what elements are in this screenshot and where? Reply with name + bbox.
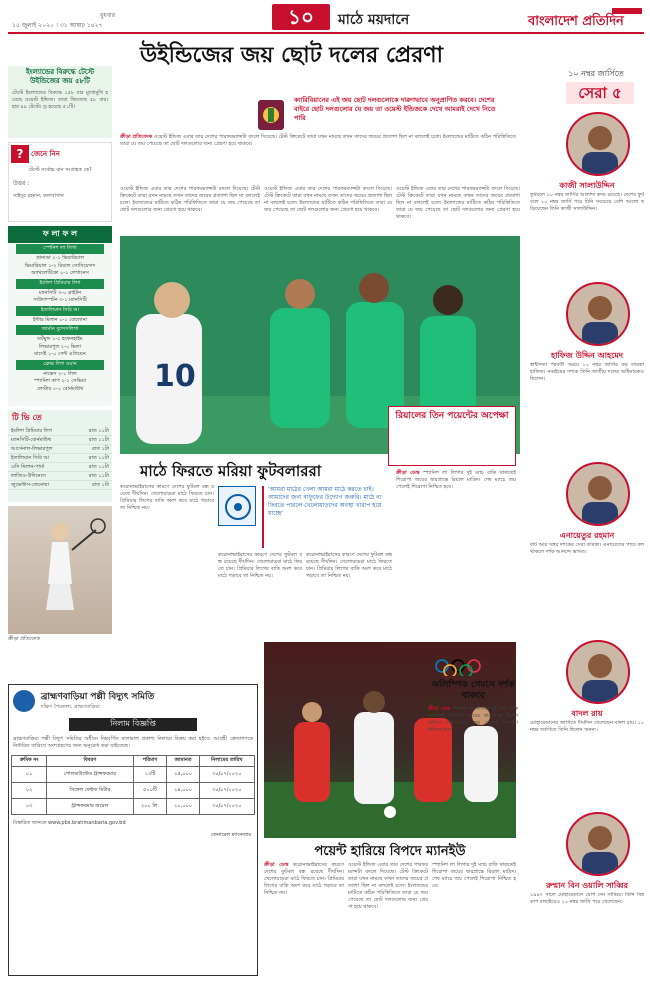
top-quote: ক্যারিবিয়ানের এই জয় ছোট দলগুলোকে দারুণভাবে অনুপ্রাণিত করবে। দেশের বাইরে ছোট দলগুলোর যে জয় তা ওয়েস্ট ইন্ডিজকে দেখে আমরাই দেখে নিতে পারি: [294, 96, 496, 122]
notice-header-cell: নিলামের তারিখ: [200, 756, 255, 767]
result-item: অ্যাথলেটিকো ০-১ লেগানেস: [31, 270, 89, 276]
result-item: ম্যানসিটি ৩-০ ব্রাইটন: [38, 289, 82, 296]
top-byline: ক্রীড়া প্রতিবেদক: [120, 134, 153, 140]
tv-name: জুভেন্টাস-জেনোয়া: [11, 482, 50, 488]
notice-org-sub: দক্ষিণ পৈরতলা, ব্রাহ্মণবাড়িয়া: [41, 704, 100, 710]
test-record-box: [8, 66, 112, 138]
second-body-3: করোনাভাইরাসের কারণে দেশের ফুটবল বন্ধ রয়েছে দীর্ঘদিন। খেলোয়াড়রা মাঠে ফিরতে চান। প্রিমিয়ার লিগের বাকি অংশ কবে মাঠে গড়াবে তা নিশ্চিত নয়।: [306, 552, 392, 579]
notice-cell: ০১: [12, 767, 46, 783]
profile-name: বাদল রায়: [571, 709, 603, 718]
notice-cell: ৩০/০৭/২০২০: [200, 799, 255, 815]
bottom-body-1: করোনাভাইরাসের কারণে দেশের ফুটবল বন্ধ রয়েছে দীর্ঘদিন। খেলোয়াড়রা মাঠে ফিরতে চান। প্রিমিয়ার লিগের বাকি অংশ কবে মাঠে গড়াবে তা নিশ্চিত নয়।: [264, 862, 344, 896]
profile-text: ফুটবলে ১০ নম্বর জার্সির আলাদা কদর রয়েছে। দেশের ফুটবলে ১০ নম্বর জার্সি পরে যিনি সবচেয়ে বেশি আলো ছড়িয়েছেন তিনি কাজী সালাউদ্দিন।: [530, 192, 644, 212]
second-body-col-1: [120, 484, 214, 634]
profile-name: এনায়েতুর রহমান: [559, 531, 615, 540]
tv-row: [8, 481, 112, 490]
notice-table: [11, 755, 254, 815]
tv-name: ইতালিয়ান সিরি আ: [11, 455, 50, 461]
notice-cell: ১৪,০০০: [167, 783, 200, 799]
tv-row: [8, 472, 112, 481]
notice-footer: বিস্তারিত জানতে www.pbs.brahmanbaria.gov.bd: [13, 820, 126, 826]
bff-logo-icon: [218, 486, 256, 526]
quiz-note: সাইদুর রহমান, কলাবাগান: [13, 193, 64, 199]
quiz-label: জেনে নিন: [31, 150, 60, 158]
bottom-headline: পয়েন্ট হারিয়ে বিপদে ম্যানইউ: [314, 844, 466, 859]
olympic-byline: ক্রীড়া ডেস্ক: [428, 706, 450, 712]
profile-name: কাজী সালাউদ্দিন: [559, 181, 615, 190]
second-body-col-3: [306, 552, 392, 636]
profile-photo: [566, 462, 630, 526]
profile-photo: [566, 282, 630, 346]
results-head: ফ লা ফ ল: [8, 226, 112, 243]
tv-row: [8, 445, 112, 454]
bottom-body-col-1: [264, 862, 344, 974]
notice-header-cell: জামানত: [167, 756, 200, 767]
quiz-box: [8, 142, 112, 222]
second-body-col-2: [218, 552, 302, 636]
top-headline: উইন্ডিজের জয় ছোট দলের প্রেরণা: [140, 43, 443, 68]
second-body-2: করোনাভাইরাসের কারণে দেশের ফুটবল বন্ধ রয়েছে দীর্ঘদিন। খেলোয়াড়রা মাঠে ফিরতে চান। প্রিমিয়ার লিগের বাকি অংশ কবে মাঠে গড়াবে তা নিশ্চিত নয়।: [218, 552, 302, 579]
notice-table-head: [12, 756, 254, 767]
notice-cell: ৩০/০৭/২০২০: [200, 783, 255, 799]
auction-notice: [8, 684, 258, 976]
tv-name: আর্সেনাল-লিভারপুল: [11, 446, 53, 452]
bottom-byline: ক্রীড়া ডেস্ক: [264, 862, 289, 868]
feature-caption-title: রিয়ালের তিন পয়েন্টের অপেক্ষা: [395, 411, 509, 421]
tennis-caption-text: ক্রীড়া প্রতিবেদক: [8, 636, 41, 642]
question-icon: ?: [11, 145, 29, 163]
notice-cell: ২০০ লি.: [133, 799, 166, 815]
tv-time: রাত ১১টা: [88, 455, 109, 461]
result-item: স্পেনিশ লা লিগা: [16, 244, 103, 254]
tv-name: ম্যানসিটি-বোর্নমাউথ: [11, 437, 51, 443]
notice-cell: ৩০/০৭/২০২০: [200, 767, 255, 783]
bottom-body-2: ওয়েস্ট ইন্ডিজ এবার তার দেশের পারফরম্যান্সটা বদলে দিয়েছে। টেস্ট ক্রিকেটে তারা যখন নামছে তখন তাদের জয়ের প্রত্যাশা ছিল না বললেই চলে। ইংল্যান্ডের মাটিতে কঠিন পরিস্থিতিতে তারা যে জয় পেয়েছে তা ছোট দলগুলোর জন্য প্রেরণা হয়ে থাকবে।: [348, 862, 428, 910]
notice-cell: ৫০০টি: [133, 783, 166, 799]
notice-signature: জেনারেল ম্যানেজার: [210, 832, 251, 838]
tv-row: [8, 463, 112, 472]
profile-name: হাফিজ উদ্দিন আহমেদ: [551, 351, 623, 360]
windies-logo-icon: [258, 100, 284, 130]
profile-name: রুম্মান বিন ওয়ালি সাব্বির: [546, 881, 628, 890]
result-item: ফ্রেঞ্চ লিগ ওয়ান: [16, 360, 103, 370]
olympic-body-box: [428, 706, 518, 836]
bottom-body-col-3: [432, 862, 516, 974]
quiz-answer-label: উত্তর :: [13, 180, 30, 187]
second-body-1: করোনাভাইরাসের কারণে দেশের ফুটবল বন্ধ রয়েছে দীর্ঘদিন। খেলোয়াড়রা মাঠে ফিরতে চান। প্রিমিয়ার লিগের বাকি অংশ কবে মাঠে গড়াবে তা নিশ্চিত নয়।: [120, 484, 214, 511]
logo-text: বাংলাদেশ প্রতিদিন: [528, 14, 624, 29]
tv-box: [8, 410, 112, 502]
notice-cell: ০২: [12, 783, 46, 799]
notice-cell: ১৫,০০০: [167, 767, 200, 783]
feature-body: স্প্যানিশ লা লিগার দুই ম্যাচ বাকি থাকতেই শিরোপা জয়ের দ্বারপ্রান্তে রিয়াল মাদ্রিদ। শেষ ম্যাচে জয় পেলেই শিরোপা নিশ্চিত হবে।: [396, 470, 517, 490]
test-record-title: ইংল্যান্ডের বিরুদ্ধে টেস্টে উইন্ডিজের জয় ৫৮টি: [25, 68, 95, 85]
bottom-body-col-2: [348, 862, 428, 974]
profile-text: ১৯৯৭ সালে মোহামেডানে যোগ দেন সাব্বির। তিনি বিশ্বকাপ বাছাইয়েও ১০ নম্বর জার্সি পরে খেলেছেন।: [530, 892, 644, 905]
notice-row: [12, 783, 254, 799]
second-headline: মাঠে ফিরতে মরিয়া ফুটবলাররা: [140, 462, 322, 480]
olympic-headline: অলিম্পিক গেমসে দর্শক থাকবে: [431, 680, 515, 701]
tv-time: রাত ১১টা: [88, 437, 109, 443]
feature-byline: ক্রীড়া ডেস্ক: [396, 470, 420, 476]
results-list: [8, 244, 112, 393]
olympic-rings-icon: [428, 658, 516, 676]
tv-list: [8, 427, 112, 490]
section-title: মাঠে ময়দানে: [338, 12, 410, 28]
result-item: জার্মান বুন্দেসলিগা: [16, 325, 103, 335]
result-item: লেস্টার ০-০ বোর্নমাউথ: [36, 385, 84, 392]
profile-text: মোহামেডানের জার্সিতে দীর্ঘদিন খেলেছেন বাদল রায়। ১০ নম্বর জার্সিতে তিনি ছিলেন অনন্য।: [530, 720, 644, 733]
profile-text: স্বাধীনতা পরবর্তী সময়ে ১০ নম্বর জার্সির বড় তারকা হাফিজ। নব্বইয়ের দশকে তিনি জাতীয় দলের অধিনায়কও ছিলেন।: [530, 362, 644, 382]
feature-body-box: [396, 470, 516, 640]
notice-org: ব্রাহ্মণবাড়িয়া পল্লী বিদ্যুৎ সমিতি: [41, 692, 155, 702]
feature-caption-box: [388, 406, 516, 466]
tennis-caption: [8, 636, 112, 643]
notice-title: নিলাম বিজ্ঞপ্তি: [69, 718, 197, 731]
profile-photo: [566, 640, 630, 704]
tv-name: ইংলিশ প্রিমিয়ার লিগ: [11, 428, 52, 434]
tv-row: [8, 427, 112, 436]
series-label: সেরা ৫: [566, 82, 634, 104]
profile-photo: [566, 112, 630, 176]
notice-row: [12, 767, 254, 783]
tv-time: রাত ১টা: [92, 482, 109, 488]
result-item: ইংলিশ প্রিমিয়ার লিগ: [16, 279, 103, 289]
test-record-text: টেস্টে ইংল্যান্ডের বিরুদ্ধে ১৫৮ বার মুখোমুখি হয়েছে ওয়েস্ট ইন্ডিজ। তারা জিতেছে ৫৮ বার। হার ৪৯ টেস্টে। ড্র হয়েছে ৫১টি।: [12, 90, 108, 110]
tv-name: এসি মিলান-পার্মা: [11, 464, 45, 470]
tv-time: রাত ১১টা: [88, 473, 109, 479]
tv-row: [8, 454, 112, 463]
result-item: সাউদাম্পটন ৩-১ ম্যানসিটি: [33, 297, 87, 303]
top-body-repeat-3: ওয়েস্ট ইন্ডিজ এবার তার দেশের পারফরম্যান্সটা বদলে দিয়েছে। টেস্ট ক্রিকেটে তারা যখন নামছে তখন তাদের জয়ের প্রত্যাশা ছিল না বললেই চলে। ইংল্যান্ডের মাটিতে কঠিন পরিস্থিতিতে তারা যে জয় পেয়েছে তা ছোট দলগুলোর জন্য প্রেরণা হয়ে থাকবে।: [396, 186, 520, 220]
tv-time: রাত ১১টা: [88, 464, 109, 470]
series-title: ১০ নম্বর জার্সিতে: [568, 69, 624, 78]
result-item: ভিয়ারিয়াল ১-২ রিয়াল সোসিয়েদাদ: [24, 262, 96, 269]
second-quote: 'আমরা মাঠের খেলা আমরা মাঠে করতে চাই। আমাদের জন্য বাফুফের উদ্যোগ জরুরি। মাঠে না ফিরতে পারলে খেলোয়াড়দের অবস্থা খারাপ হয়ে যাচ্ছে': [262, 486, 392, 548]
newspaper-logo: [520, 4, 644, 32]
header-rule: [8, 32, 644, 34]
top-body: ওয়েস্ট ইন্ডিজ এবার তার দেশের পারফরম্যান্সটা বদলে দিয়েছে। টেস্ট ক্রিকেটে তারা যখন নামছে তখন তাদের জয়ের প্রত্যাশা ছিল না বললেই চলে। ইংল্যান্ডের মাটিতে কঠিন পরিস্থিতিতে তারা যে জয় পেয়েছে তা ছোট দলগুলোর জন্য প্রেরণা হয়ে থাকবে।: [120, 134, 516, 147]
result-item: গ্রানাডা ২-১ ভিয়ারিয়াল: [35, 255, 85, 261]
svg-text:10: 10: [154, 359, 196, 394]
notice-cell: পোলমাউন্টেড ট্রান্সফরমার: [46, 767, 133, 783]
result-item: স্প্যানিশ কাপ ২-১ সেভিয়া: [33, 378, 87, 384]
tennis-player-icon: [8, 506, 112, 634]
tv-time: রাত ১১টা: [88, 428, 109, 434]
result-item: নান্তেস ২-১ লিল: [43, 370, 77, 377]
tv-time: রাত ১টা: [92, 446, 109, 452]
header-day: বুধবার: [100, 12, 116, 19]
bottom-body-3: স্প্যানিশ লা লিগার দুই ম্যাচ বাকি থাকতেই শিরোপা জয়ের দ্বারপ্রান্তে রিয়াল মাদ্রিদ। শেষ ম্যাচে জয় পেলেই শিরোপা নিশ্চিত হবে।: [432, 862, 516, 889]
tv-head: টি ভি তে: [8, 410, 112, 427]
profile-text: ষাট আর সত্তর দশকের সেরা তারকা। এনায়েতের পায়ে বল থাকলে দর্শক আনন্দে ভাসত।: [530, 542, 644, 555]
notice-cell: সিঙ্গেল ফেইজ মিটার: [46, 783, 133, 799]
notice-table-body: [12, 767, 254, 815]
top-body-repeat-1: ওয়েস্ট ইন্ডিজ এবার তার দেশের পারফরম্যান্সটা বদলে দিয়েছে। টেস্ট ক্রিকেটে তারা যখন নামছে তখন তাদের জয়ের প্রত্যাশা ছিল না বললেই চলে। ইংল্যান্ডের মাটিতে কঠিন পরিস্থিতিতে তারা যে জয় পেয়েছে তা ছোট দলগুলোর জন্য প্রেরণা হয়ে থাকবে।: [120, 186, 260, 213]
result-item: ইতালিয়ান সিরি আ: [16, 306, 103, 316]
tv-row: [8, 436, 112, 445]
quiz-question: টেস্টে সর্বোচ্চ রান সংগ্রাহক কে?: [28, 167, 92, 173]
result-item: ইন্টার মিলান ০-১ বোলোনা: [32, 316, 88, 323]
top-body-repeat-2: ওয়েস্ট ইন্ডিজ এবার তার দেশের পারফরম্যান্সটা বদলে দিয়েছে। টেস্ট ক্রিকেটে তারা যখন নামছে তখন তাদের জয়ের প্রত্যাশা ছিল না বললেই চলে। ইংল্যান্ডের মাটিতে কঠিন পরিস্থিতিতে তারা যে জয় পেয়েছে তা ছোট দলগুলোর জন্য প্রেরণা হয়ে থাকবে।: [264, 186, 393, 213]
notice-header-cell: ক্রমিক নং: [12, 756, 46, 767]
tv-name: লাজিও-উদিনেসে: [11, 473, 46, 479]
notice-header-cell: পরিমাণ: [133, 756, 166, 767]
notice-cell: ট্রান্সফরমার অয়েল: [46, 799, 133, 815]
profile-photo: [566, 812, 630, 876]
result-item: লিভারপুল ২-০ ভিলা: [38, 343, 82, 350]
top-byline-text: [120, 134, 516, 184]
header-date: ১৫ জুলাই ২০২০ । ৩১ আষাঢ় ১৪২৭: [12, 22, 103, 29]
tennis-photo: [8, 506, 112, 634]
result-item: মার্সেই ১-০ সেন্ট এতিয়েন: [34, 351, 86, 357]
notice-cell: ০৩: [12, 799, 46, 815]
rural-electric-logo-icon: [13, 690, 35, 712]
olympic-body: স্প্যানিশ লা লিগার দুই ম্যাচ বাকি থাকতেই শিরোপা জয়ের দ্বারপ্রান্তে রিয়াল মাদ্রিদ। শেষ ম্যাচে জয় পেলেই শিরোপা নিশ্চিত হবে।: [428, 706, 518, 733]
notice-intro: ব্রাহ্মণবাড়িয়া পল্লী বিদ্যুৎ সমিতির অধীনে নিম্নবর্ণিত মালামাল প্রকাশ্য নিলামে বিক্রয় করা হইবে। আগ্রহী ক্রেতাগণকে নির্ধারিত তারিখে অংশগ্রহণের জন্য অনুরোধ করা যাইতেছে।: [13, 736, 253, 749]
notice-header-cell: বিবরণ: [46, 756, 133, 767]
notice-cell: ১৩টি: [133, 767, 166, 783]
page-number: ১০: [272, 4, 330, 30]
results-box: [8, 226, 112, 406]
result-item: ডর্টমুন্ড ১-২ হফেনহাইম: [37, 336, 83, 342]
notice-row: [12, 799, 254, 815]
notice-cell: ১০,০০০: [167, 799, 200, 815]
